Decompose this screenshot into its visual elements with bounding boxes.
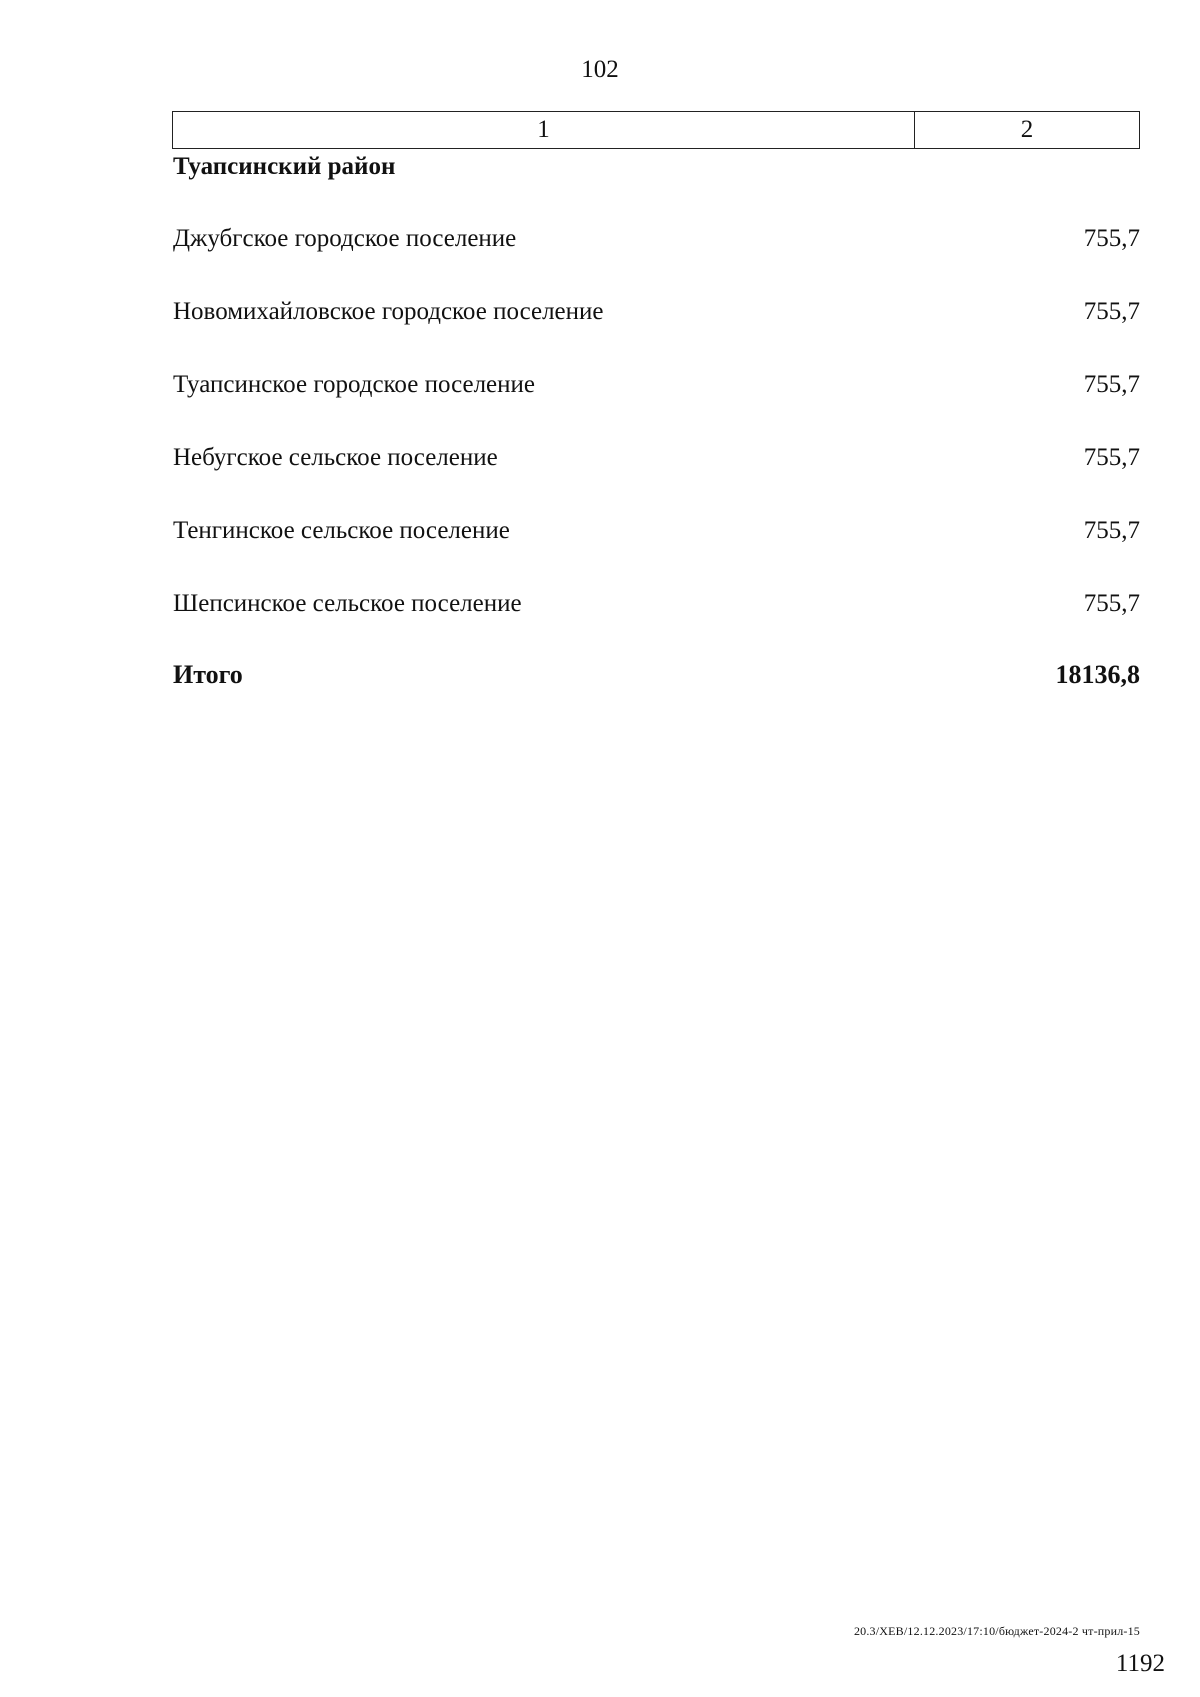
table-header-col2: 2	[1020, 116, 1034, 143]
table-row	[172, 294, 1140, 367]
table-row	[172, 221, 1140, 294]
settlement-name: Тенгинское сельское поселение	[173, 517, 510, 544]
table-row	[172, 440, 1140, 513]
district-title: Туапсинский район	[173, 153, 396, 180]
page-number: 102	[581, 56, 619, 83]
table-row	[172, 513, 1140, 586]
settlement-name: Туапсинское городское поселение	[173, 371, 535, 398]
total-row	[172, 660, 1140, 696]
document-stamp: 20.3/ХЕВ/12.12.2023/17:10/бюджет-2024-2 чт-прил-15	[853, 1624, 1140, 1638]
settlement-value: 755,7	[1083, 298, 1140, 325]
settlement-value: 755,7	[1083, 444, 1140, 471]
settlement-value: 755,7	[1083, 371, 1140, 398]
settlement-value: 755,7	[1083, 590, 1140, 617]
table-row	[172, 586, 1140, 659]
table-row	[172, 367, 1140, 440]
settlement-name: Небугское сельское поселение	[173, 444, 498, 471]
settlement-name: Новомихайловское городское поселение	[173, 298, 604, 325]
settlement-name: Джубгское городское поселение	[173, 225, 517, 252]
settlement-value: 755,7	[1083, 517, 1140, 544]
total-value: 18136,8	[1055, 660, 1140, 689]
sheet-number: 1192	[1115, 1650, 1165, 1677]
total-label: Итого	[173, 660, 243, 689]
settlement-list	[172, 221, 1140, 659]
settlement-value: 755,7	[1083, 225, 1140, 252]
table-header	[172, 111, 1140, 149]
settlement-name: Шепсинское сельское поселение	[173, 590, 522, 617]
table-header-col1: 1	[173, 112, 915, 148]
